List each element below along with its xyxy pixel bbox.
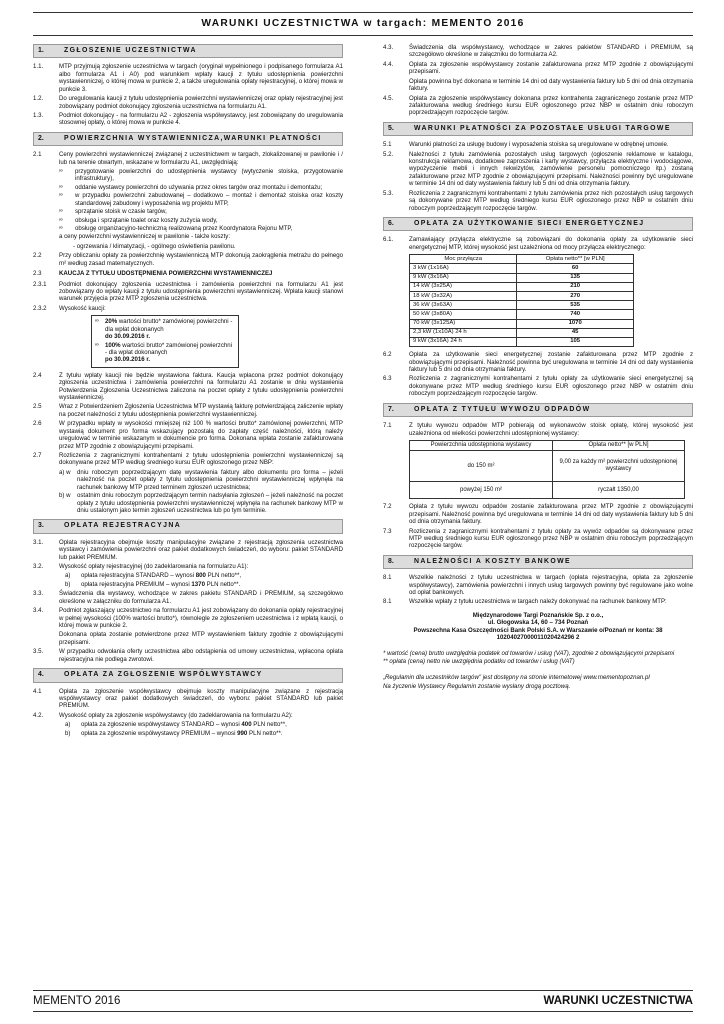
clause-number: 4.2. <box>33 711 44 719</box>
clause-4-1 <box>33 688 343 710</box>
section-1-heading <box>33 44 343 58</box>
clause-8-1 <box>383 574 693 596</box>
table-cell: 50 kW (3x80A) <box>410 310 517 319</box>
clause-number: 7.1 <box>383 422 392 430</box>
clause-text: Opłata za zgłoszenie współwystawcy dokonana przez kontrahenta zagranicznego zostanie przez MTP zafakturowana według średniego kursu EUR ogłoszonego przez NBP w ostatnim dniu roboczym poprzedzającym rozpoczęcie targów. <box>409 94 693 117</box>
section-number: 5. <box>388 124 394 132</box>
clause-6-2 <box>383 351 693 373</box>
clause-number: 6.1. <box>383 236 394 244</box>
clause-text: Warunki płatności za usługę budowy i wyposażenia stoiska są uregulowane w odrębnej umowie. <box>409 141 669 149</box>
clause-3-3 <box>33 590 343 605</box>
clause-number: 2.4 <box>33 371 42 379</box>
clause-number: 5.2. <box>383 150 394 158</box>
section-5-heading <box>383 122 693 136</box>
subsection-2-3-heading <box>33 270 343 277</box>
clause-text: Opłata z tytułu wywozu odpadów zostanie zafakturowana przez MTP zgodnie z obowiązującymi przepisami. Należność powinna być uregulowana w terminie 14 dni od daty wystawienia faktury lub 5 dni od dnia otrzymania faktury. <box>409 503 693 526</box>
fee-text <box>81 721 287 728</box>
clause-text: Z tytułu wywozu odpadów MTP pobierają od wykonawców stoisk opłatę, której wysokość jest uzależniona od wielkości powierzchni udostępnionej wystawcy: <box>409 422 693 437</box>
page-footer <box>33 990 693 1012</box>
section-3-heading <box>33 519 343 533</box>
bullet-item <box>59 168 343 183</box>
fee-row <box>65 572 343 579</box>
clause-text: Ceny powierzchni wystawienniczej związanej z uczestnictwem w targach, zlokalizowanej w pawilonie i / lub na terenie otwartym, wskazane w formularzu A1, uwzględniają: <box>59 151 343 166</box>
table-cell: 9,00 za każdy m² powierzchni udostępnionej wystawcy <box>553 451 685 482</box>
table-cell: 70 kW (3x125A) <box>410 319 517 328</box>
clause-1-3 <box>33 112 343 127</box>
clause-text: Podmiot dokonujący zgłoszenia uczestnictwa i zamówienia powierzchni na formularzu A1 jest zobowiązany do wpłaty kaucji z tytułu udostępnienia powierzchni wystawienniczej. Wpłata kaucji stanowi warunek przyjęcia przez MTP zgłoszenia uczestnictwa. <box>59 280 343 303</box>
fee-desc: opłata za zgłoszenie współwystawcy PREMIUM – wynosi <box>81 729 238 737</box>
fee-unit: PLN netto**, <box>205 572 242 580</box>
clause-text: Opłata rejestracyjna obejmuje koszty manipulacyjne związane z rejestracją zgłoszenia uczestnictwa wystawcy i zamówienia powierzchni oraz pakiet dodatkowych świadczeń, do wyboru: pakiet STANDARD lub pakiet PREMIUM. <box>59 538 343 561</box>
fee-unit: PLN netto**, <box>251 721 287 729</box>
clause-text: Wszelkie wpłaty z tytułu uczestnictwa w targach należy dokonywać na rachunek bankowy MTP: <box>409 598 667 606</box>
clause-text: Rozliczenia z zagranicznymi kontrahentami z tytułu opłaty za użytkowanie sieci energetycznej są dokonywane przez MTP według średniego kursu EUR ogłoszonego przez NBP w ostatnim dniu roboczym poprzedzającym rozpoczęcie targów. <box>409 375 693 398</box>
fee-unit: PLN netto**. <box>204 580 241 588</box>
table-row <box>410 264 634 273</box>
fee-list <box>65 721 343 737</box>
table-row <box>410 301 634 310</box>
section-2 <box>33 132 343 515</box>
fee-text <box>81 581 240 588</box>
clause-2-7 <box>33 452 343 467</box>
fee-desc: opłata rejestracyjna PREMIUM – wynosi <box>81 580 192 588</box>
section-6-heading <box>383 217 693 231</box>
column-header: Moc przyłącza <box>410 255 517 264</box>
deposit-percent: 100% <box>105 341 121 349</box>
bullet-text: obsługa i sprzątanie toalet oraz koszty zużycia wody, <box>75 216 218 224</box>
table-row <box>410 337 634 346</box>
infinity-bullet-icon: ∞ <box>59 225 63 232</box>
title-bar <box>33 12 693 36</box>
fee-list <box>65 572 343 588</box>
section-4 <box>33 668 343 737</box>
bank-address: ul. Głogowska 14, 60 – 734 Poznań <box>487 619 589 627</box>
clause-number: 7.2 <box>383 503 392 511</box>
footer-event-name: MEMENTO 2016 <box>33 994 121 1007</box>
clause-2-2 <box>33 252 343 267</box>
clause-text: Należności z tytułu zamówienia pozostałych usług targowych (ogłoszenie reklamowe w katalogu, konstrukcja reklamowa, dodatkowe zaproszenia i karty wystawcy, przyłącza elektryczne i wodociągowe, wypożyczenie mebli i innych rekwizytów, zamówienie personelu pomocniczego itp.) zostaną zafakturowane przez MTP zgodnie z obowiązującymi przepisami. Należności powinny być uregulowane w terminie 14 dni od daty wystawienia faktury lub 5 dni od dnia otrzymania faktury. <box>409 150 693 188</box>
bullet-item <box>59 184 343 191</box>
clause-text: Wysokość opłaty za zgłoszenie współwystawcy (do zadeklarowania na formularzu A2): <box>59 711 293 719</box>
deposit-row <box>95 342 235 364</box>
infinity-bullet-icon: ∞ <box>59 208 63 215</box>
clause-text: Podmiot zgłaszający uczestnictwo na formularzu A1 jest zobowiązany do dokonania opłaty rejestracyjnej w pełnej wysokości (100% wartości brutto*), równolegle ze zgłoszeniem uczestnictwa i z wpłatą kaucji, o której mowa w punkcie 2. <box>59 607 343 629</box>
deposit-desc: wartości brutto* zamówionej powierzchni - dla wpłat dokonanych <box>105 341 233 356</box>
clause-text: Opłata za zgłoszenie współwystawcy zostanie zafakturowana przez MTP zgodnie z obowiązującymi przepisami. <box>409 60 693 76</box>
section-number: 1. <box>38 47 44 54</box>
clause-7-1 <box>383 422 693 437</box>
deposit-date: do 30.09.2016 r. <box>105 333 151 341</box>
clause-number: 7.3 <box>383 527 392 535</box>
fee-value: 990 <box>237 729 248 737</box>
table-row <box>410 282 634 291</box>
section-number: 8. <box>388 557 394 565</box>
sub-clause-text: ostatnim dniu roboczym poprzedzającym termin nadsyłania zgłoszeń – jeżeli należność na poczet opłaty z tytułu udostępnienia powierzchni wystawienniczej wpłynęła na rachunek bankowy MTP w dniu ustalonym jako termin zgłoszeń uczestnictwa lub po tym terminie. <box>77 492 343 514</box>
regulations-post-note: Na życzenie Wystawcy Regulamin zostanie wysłany drogą pocztową. <box>383 682 571 690</box>
sub-clause-letter: a) w <box>59 468 71 476</box>
bullet-text: przygotowanie powierzchni do udostępnienia wystawcy (wytyczenie stoiska, przygotowanie infrastruktury), <box>75 168 343 183</box>
clause-number: 2.3 <box>33 270 42 278</box>
fee-text <box>81 572 241 579</box>
fee-letter: b) <box>65 580 71 588</box>
clause-2-3-2 <box>33 305 343 312</box>
clause-6-3 <box>383 375 693 397</box>
table-header-row <box>410 255 634 264</box>
footnote-gross: * wartość (cena) brutto uwzględnia podatek od towarów i usług (VAT), zgodnie z obowiązującymi przepisami <box>383 649 675 657</box>
section-7-heading <box>383 403 693 417</box>
clause-number: 4.4. <box>383 60 394 68</box>
deposit-text <box>105 318 235 340</box>
table-row <box>410 328 634 337</box>
clause-number: 3.2. <box>33 563 44 571</box>
clause-continuation: - ogrzewania / klimatyzacji, - ogólnego oświetlenia pawilonu. <box>73 242 236 250</box>
clause-2-1 <box>33 151 343 166</box>
fee-row <box>65 730 343 737</box>
deposit-percent: 20% <box>105 318 118 326</box>
bank-name: Powszechna Kasa Oszczędności Bank Polski S.A. w Warszawie o/Poznań nr konta: 38 <box>413 626 663 634</box>
fee-value: 400 <box>241 721 252 729</box>
section-number: 6. <box>388 220 394 228</box>
fee-row <box>65 721 343 728</box>
table-cell: 210 <box>517 282 634 291</box>
fee-value: 1370 <box>191 580 205 588</box>
clause-number: 8.1 <box>383 598 392 606</box>
sub-clause-text: dniu roboczym poprzedzającym datę wystawienia faktury albo dokumentu pro forma – jeżeli należność na poczet opłaty z tytułu udostępnienia powierzchni wystawienniczej wpłynęła na rachunek bankowy MTP przed terminem zgłoszeń uczestnictwa; <box>77 468 343 491</box>
clause-7-2 <box>383 503 693 525</box>
clause-number: 1.2. <box>33 95 44 103</box>
left-column <box>33 44 343 742</box>
section-2-heading <box>33 132 343 146</box>
fee-value: 800 <box>195 572 206 580</box>
bullet-text: w przypadku powierzchni zabudowanej – dodatkowo – montaż i demontaż stoiska oraz koszty standardowej zabudowy i wyposażenia wg projektu MTP, <box>75 192 343 207</box>
clause-5-3 <box>383 190 693 212</box>
table-cell: 3 kW (1x16A) <box>410 264 517 273</box>
clause-text: Z tytułu wpłaty kaucji nie będzie wystawiona faktura. Kaucja wpłacona przez podmiot dokonujący zgłoszenia uczestnictwa i zamówienia powierzchni na formularzu A1 zostanie w dniu wystawienia Potwierdzenia Zgłoszenia Uczestnictwa zaliczona na poczet opłaty z tytułu udostępnienia powierzchni wystawienniczej. <box>59 371 343 402</box>
bullet-item <box>59 208 343 215</box>
clause-3-2 <box>33 563 343 570</box>
table-cell: 135 <box>517 273 634 282</box>
clause-continuation: Opłata powinna być dokonana w terminie 14 dni od daty wystawienia faktury lub 5 dni od dnia otrzymania faktury. <box>409 77 693 93</box>
table-cell: 9 kW (3x16A) 24 h <box>410 337 517 346</box>
clause-text: Opłata za użytkowanie sieci energetycznej zostanie zafakturowana przez MTP zgodnie z obowiązującymi przepisami. Należność powinna być uregulowana w terminie 14 dni od daty wystawienia faktury lub 5 dni od dnia otrzymania faktury. <box>409 351 693 373</box>
section-title: OPŁATA REJESTRACYJNA <box>64 522 182 530</box>
table-cell: 740 <box>517 310 634 319</box>
sub-clause-letter: b) w <box>59 492 71 500</box>
deposit-text <box>105 342 235 364</box>
clause-2-4 <box>33 372 343 402</box>
section-number: 4. <box>38 671 44 679</box>
bullet-item <box>59 217 343 224</box>
clause-6-1 <box>383 236 693 251</box>
clause-number: 3.3. <box>33 590 44 598</box>
section-7 <box>383 403 693 550</box>
bullet-text: obsługę organizacyjno-techniczną realizowaną przez Koordynatora Rejonu MTP, <box>75 225 293 233</box>
right-column <box>383 44 693 691</box>
footnotes <box>383 650 693 691</box>
clause-number: 2.3.1 <box>33 280 47 288</box>
section-8-heading <box>383 555 693 569</box>
footer-doc-name: WARUNKI UCZESTNICTWA <box>543 994 693 1007</box>
clause-3-5 <box>33 648 343 663</box>
section-1 <box>33 44 343 127</box>
deposit-box <box>91 315 239 368</box>
clause-text: Wysokość kaucji: <box>59 304 106 312</box>
clause-number: 2.3.2 <box>33 304 47 312</box>
clause-text: Opłata za zgłoszenie współwystawcy obejmuje koszty manipulacyjne związane z rejestracją współwystawcy oraz pakiet dodatkowych świadczeń, do wyboru: pakiet STANDARD lub pakiet PREMIUM. <box>59 687 343 710</box>
clause-text: W przypadku wpłaty w wysokości mniejszej niż 100 % wartości brutto* zamówionej powierzchni, MTP wystawią dokument pro forma wskazujący pozostałą do zapłaty część należności, którą należy uregulować w terminie wskazanym w dokumencie pro forma. Dokonana wpłata zostanie zafakturowana przez MTP zgodnie z obowiązującymi przepisami. <box>59 420 343 450</box>
section-6 <box>383 217 693 398</box>
clause-text: Przy obliczaniu opłaty za powierzchnię wystawienniczą MTP dokonują zaokrąglenia metrażu do pełnego m² według zasad matematycznych. <box>59 252 343 267</box>
clause-number: 1.1. <box>33 63 44 71</box>
bullet-text: sprzątanie stoisk w czasie targów, <box>75 208 167 216</box>
table-header-row <box>410 440 685 450</box>
section-title: POWIERZCHNIA WYSTAWIENNICZA,WARUNKI PŁATNOŚCI <box>64 134 322 142</box>
fee-letter: a) <box>65 721 71 729</box>
clause-number: 2.2 <box>33 252 42 260</box>
deposit-desc: wartości brutto* zamówionej powierzchni - dla wpłat dokonanych <box>105 318 233 333</box>
clause-number: 3.4. <box>33 607 44 615</box>
bullet-item <box>59 192 343 207</box>
fee-desc: opłata za zgłoszenie współwystawcy STANDARD – wynosi <box>81 721 242 729</box>
fee-row <box>65 581 343 588</box>
table-row <box>410 451 685 482</box>
bank-account-number: 10204027000011020424296 2 <box>496 634 580 642</box>
clause-text: Wysokość opłaty rejestracyjnej (do zadeklarowania na formularzu A1): <box>59 563 249 571</box>
infinity-bullet-icon: ∞ <box>59 168 63 175</box>
fee-letter: b) <box>65 729 71 737</box>
fee-text <box>81 730 283 737</box>
infinity-bullet-icon: ∞ <box>59 192 63 199</box>
clause-5-2 <box>383 151 693 188</box>
subsection-title: KAUCJA Z TYTUŁU UDOSTĘPNIENIA POWIERZCHNI WYSTAWIENNICZEJ <box>59 270 273 278</box>
clause-text: Świadczenia dla współwystawcy, wchodzące w zakres pakietów STANDARD i PREMIUM, są szczegółowo określone w załączniku do formularza A2. <box>409 44 693 59</box>
table-cell: powyżej 150 m² <box>410 482 553 499</box>
table-cell: 270 <box>517 292 634 301</box>
section-3 <box>33 519 343 663</box>
clause-4-2 <box>33 712 343 719</box>
clause-8-2 <box>383 598 693 605</box>
clause-2-3-1 <box>33 281 343 303</box>
clause-number: 6.3 <box>383 375 392 383</box>
clause-number: 3.1. <box>33 538 44 546</box>
section-title: WARUNKI PŁATNOŚCI ZA POZOSTAŁE USŁUGI TARGOWE <box>414 124 671 132</box>
clause-4-4 <box>383 61 693 76</box>
bullet-item <box>59 225 343 232</box>
clause-text: Zamawiający przyłącza elektryczne są zobowiązani do dokonania opłaty za użytkowanie sieci energetycznej MTP, której wysokość jest uzależniona od mocy przyłącza elektrycznego: <box>409 236 693 251</box>
sub-clause <box>59 469 343 491</box>
clause-number: 2.5 <box>33 403 42 411</box>
section-8 <box>383 555 693 642</box>
deposit-row <box>95 318 235 340</box>
bank-details <box>383 612 693 642</box>
fee-unit: PLN netto**. <box>247 729 283 737</box>
clause-number: 2.1 <box>33 151 42 159</box>
section-4-heading <box>33 668 343 682</box>
power-fee-table <box>409 254 634 347</box>
clause-text: Do uregulowania kaucji z tytułu udostępnienia powierzchni wystawienniczej oraz opłaty rejestracyjnej jest zobowiązany podmiot dokonujący zgłoszenia uczestnictwa na formularzu A1. <box>59 95 343 110</box>
clause-number: 5.3. <box>383 189 394 197</box>
clause-text: Podmiot dokonujący - na formularzu A2 - zgłoszenia współwystawcy, jest zobowiązany do uregulowania stosownej opłaty, o której mowa w punkcie 4. <box>59 111 343 127</box>
clause-number: 2.6 <box>33 420 42 428</box>
column-header: Opłata netto** [w PLN] <box>553 440 685 450</box>
clause-text: Rozliczenia z zagranicznymi kontrahentami z tytułu opłaty za wywóz odpadów są dokonywane przez MTP według średniego kursu EUR ogłoszonego przez NBP w ostatnim dniu roboczym poprzedzającym rozpoczęcie targów. <box>409 527 693 550</box>
regulations-note: „Regulamin dla uczestników targów" jest dostępny na stronie internetowej www.mementopoznan.pl <box>383 674 650 682</box>
bank-company: Międzynarodowe Targi Poznańskie Sp. z o.o., <box>472 611 604 619</box>
clause-3-1 <box>33 539 343 561</box>
clause-number: 8.1 <box>383 574 392 582</box>
section-title: ZGŁOSZENIE UCZESTNICTWA <box>64 47 197 54</box>
clause-1-2 <box>33 95 343 110</box>
table-cell: 60 <box>517 264 634 273</box>
section-4-continued <box>383 44 693 117</box>
clause-continuation: a ceny powierzchni wystawienniczej w pawilonie - także koszty: <box>59 233 231 241</box>
clause-7-3 <box>383 528 693 550</box>
section-title: OPŁATA ZA ZGŁOSZENIE WSPÓŁWYSTAWCY <box>64 671 263 679</box>
sub-clause <box>59 492 343 514</box>
table-row <box>410 292 634 301</box>
table-row <box>410 319 634 328</box>
clause-2-5 <box>33 403 343 418</box>
table-cell: 45 <box>517 328 634 337</box>
deposit-date: po 30.09.2016 r. <box>105 356 151 364</box>
clause-number: 4.5. <box>383 94 394 102</box>
section-5 <box>383 122 693 212</box>
clause-number: 4.1 <box>33 687 42 695</box>
clause-4-5 <box>383 95 693 117</box>
table-cell: 36 kW (3x63A) <box>410 301 517 310</box>
table-cell: 18 kW (3x32A) <box>410 292 517 301</box>
section-number: 2. <box>38 134 44 142</box>
clause-number: 6.2 <box>383 351 392 359</box>
section-title: OPŁATA ZA UŻYTKOWANIE SIECI ENERGETYCZNEJ <box>414 220 645 228</box>
clause-3-4 <box>33 607 343 629</box>
section-number: 7. <box>388 405 394 413</box>
clause-number: 1.3. <box>33 111 44 119</box>
clause-text: Rozliczenia z zagranicznymi kontrahentami z tytułu udostępnienia powierzchni wystawienniczej są dokonywane przez MTP według średniego kursu EUR ogłoszonego przez NBP: <box>59 451 343 467</box>
waste-fee-table <box>409 440 685 499</box>
infinity-bullet-icon: ∞ <box>95 318 99 325</box>
document-title: WARUNKI UCZESTNICTWA w targach: MEMENTO 2016 <box>201 18 525 29</box>
fee-desc: opłata rejestracyjna STANDARD – wynosi <box>81 572 196 580</box>
clause-text: Wraz z Potwierdzeniem Zgłoszenia Uczestnictwa MTP wystawią fakturę potwierdzającą zaliczenie wpłaty na poczet należności z tytułu udostępnienia powierzchni wystawienniczej. <box>59 403 343 418</box>
infinity-bullet-icon: ∞ <box>59 216 63 223</box>
clause-4-3 <box>383 44 693 59</box>
column-header: Opłata netto** [w PLN] <box>517 255 634 264</box>
clause-continuation: Dokonana opłata zostanie potwierdzone przez MTP wystawieniem faktury zgodnie z obowiązującymi przepisami. <box>59 631 343 646</box>
clause-text: W przypadku odwołania oferty uczestnictwa albo odstąpienia od umowy uczestnictwa, wpłacona opłata rejestracyjna nie podlega zwrotowi. <box>59 648 343 663</box>
table-row <box>410 310 634 319</box>
clause-text: Rozliczenia z zagranicznymi kontrahentami z tytułu zamówienia przez nich pozostałych usług targowych są dokonywane przez MTP według średniego kursu EUR ogłoszonego przez NBP w ostatnim dniu roboczym poprzedzającym rozpoczęcie targów. <box>409 189 693 212</box>
clause-number: 3.5. <box>33 648 44 656</box>
table-cell: 535 <box>517 301 634 310</box>
table-cell: 105 <box>517 337 634 346</box>
clause-text: Wszelkie należności z tytułu uczestnictwa w targach (opłata rejestracyjna, opłata za zgłoszenie współwystawcy), zamówienia powierzchni i innych usług targowych powinny być regulowane jako wolne od opłat bankowych. <box>409 574 693 597</box>
clause-5-1 <box>383 141 693 148</box>
clause-text: Świadczenia dla wystawcy, wchodzące w zakres pakietu STANDARD i PREMIUM, są szczegółowo określone w załączniku do formularza A1. <box>59 590 343 605</box>
clause-number: 5.1 <box>383 141 392 149</box>
section-title: OPŁATA Z TYTUŁU WYWOZU ODPADÓW <box>414 405 591 413</box>
fee-letter: a) <box>65 572 71 580</box>
infinity-bullet-icon: ∞ <box>95 341 99 348</box>
table-cell: 2,3 kW (1x10A) 24 h <box>410 328 517 337</box>
clause-number: 2.7 <box>33 451 42 459</box>
table-row <box>410 482 685 499</box>
column-header: Powierzchnia udostępniona wystawcy <box>410 440 553 450</box>
clause-number: 4.3. <box>383 44 394 51</box>
section-number: 3. <box>38 522 44 530</box>
table-row <box>410 273 634 282</box>
bullet-text: oddanie wystawcy powierzchni do używania przez okres targów oraz montażu i demontażu; <box>75 183 323 191</box>
footnote-net: ** opłata (cena) netto nie uwzględnia podatku od towarów i usług (VAT) <box>383 658 575 666</box>
table-cell: 1070 <box>517 319 634 328</box>
table-cell: do 150 m² <box>410 451 553 482</box>
clause-2-6 <box>33 420 343 450</box>
clause-text: MTP przyjmują zgłoszenie uczestnictwa w targach (oryginał wypełnionego i podpisanego formularza A1 albo formularza A1 i A0) pod warunkiem wpłaty kaucji z tytułu udostępnienia powierzchni wystawienniczej, o której mowa w punkcie 2, a także uregulowania opłaty rejestracyjnej, o której mowa w punkcie 3. <box>59 63 343 93</box>
table-cell: 14 kW (3x25A) <box>410 282 517 291</box>
clause-1-1 <box>33 63 343 93</box>
table-cell: 9 kW (3x16A) <box>410 273 517 282</box>
infinity-bullet-icon: ∞ <box>59 183 63 190</box>
table-cell: ryczałt 1350,00 <box>553 482 685 499</box>
section-title: NALEŻNOŚCI A KOSZTY BANKOWE <box>414 557 571 565</box>
